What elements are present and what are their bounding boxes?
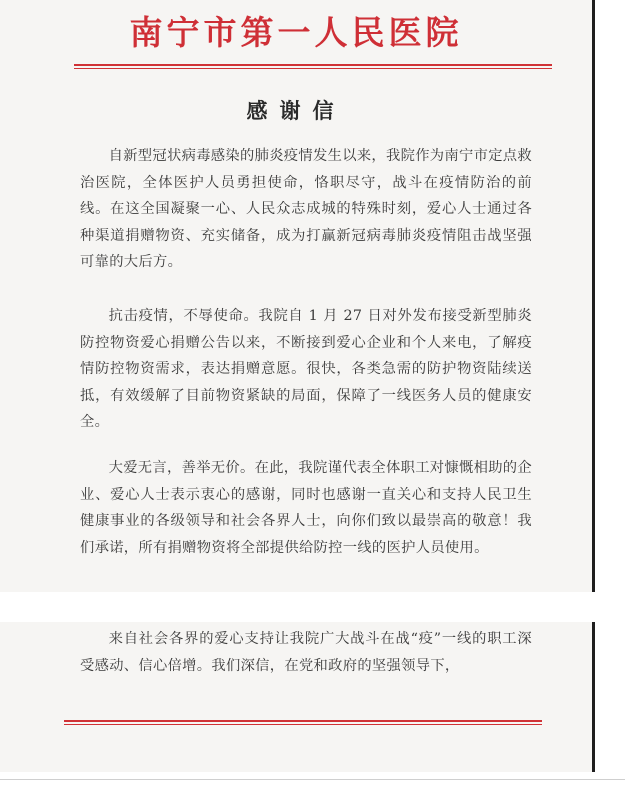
hospital-letterhead: 南宁市第一人民医院 (129, 13, 463, 52)
letterhead-divider-thin (74, 68, 552, 69)
letter-paragraph-3: 大爱无言，善举无价。在此，我院谨代表全体职工对慷慨相助的企业、爱心人士表示衷心的感谢，同时也感谢一直关心和支持人民卫生健康事业的各级领导和社会各界人士，向你们致以最崇高的敬意！我们承诺，所有捐赠物资将全部提供给防控一线的医护人员使用。 (80, 460, 532, 556)
page-edge-shadow-top (592, 0, 595, 592)
page-edge-shadow-bottom (592, 622, 595, 772)
letter-title: 感谢信 (246, 98, 346, 123)
letter-paragraph-1: 自新型冠状病毒感染的肺炎疫情发生以来，我院作为南宁市定点救治医院，全体医护人员勇担使命，恪职尽守，战斗在疫情防治的前线。在这全国凝聚一心、人民众志成城的特殊时刻，爱心人士通过各种渠道捐赠物资、充实储备，成为打赢新冠病毒肺炎疫情阻击战坚强可靠的大后方。 (80, 148, 532, 270)
bottom-separator-line (0, 779, 625, 780)
page-gap (0, 592, 625, 622)
letter-paragraph-4: 来自社会各界的爱心支持让我院广大战斗在战“疫”一线的职工深受感动、信心倍增。我们深信，在党和政府的坚强领导下， (80, 631, 532, 674)
footer-divider-thick (64, 720, 542, 722)
footer-divider-thin (64, 724, 542, 725)
letter-page-bottom (0, 622, 592, 772)
letter-paragraph-2: 抗击疫情，不辱使命。我院自 1 月 27 日对外发布接受新型肺炎防控物资爱心捐赠公告以来，不断接到爱心企业和个人来电，了解疫情防控物资需求，表达捐赠意愿。很快，各类急需的防护物资陆续送抵，有效缓解了目前物资紧缺的局面，保障了一线医务人员的健康安全。 (80, 308, 532, 430)
letterhead-divider-thick (74, 64, 552, 66)
